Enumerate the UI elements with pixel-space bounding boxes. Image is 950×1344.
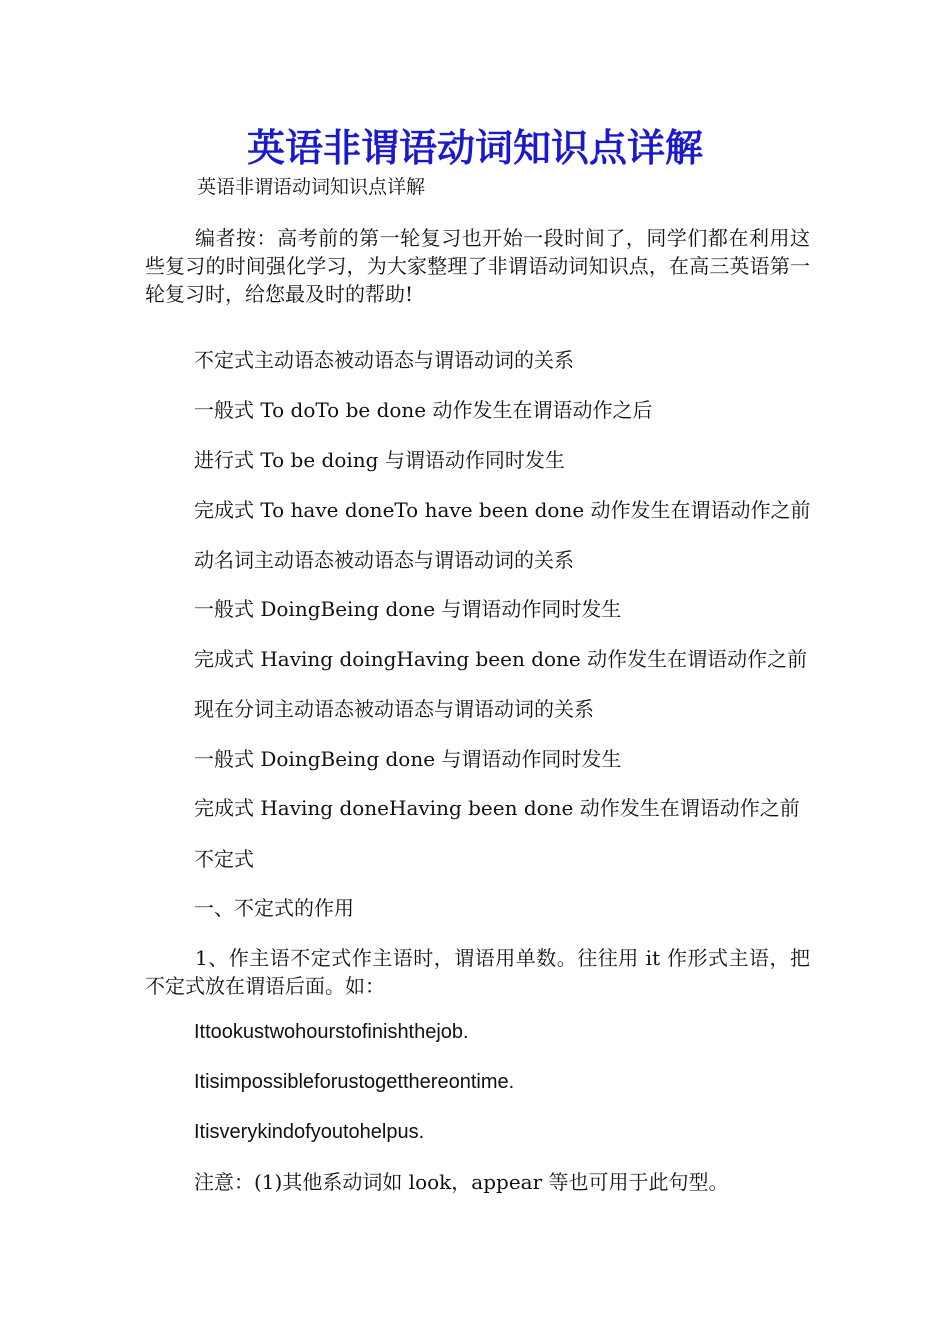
example-sentence: Itisverykindofyoutohelpus. xyxy=(194,1121,425,1143)
rule-paragraph: 1、作主语不定式作主语时，谓语用单数。往往用 it 作形式主语，把不定式放在谓语后面。如： xyxy=(145,946,810,998)
list-item: 完成式 To have doneTo have been done 动作发生在谓语动作之前 xyxy=(194,498,811,522)
example-sentence: Itisimpossibleforustogetthereontime. xyxy=(194,1071,515,1093)
intro-paragraph: 编者按：高考前的第一轮复习也开始一段时间了，同学们都在利用这些复习的时间强化学习，为大家整理了非谓语动词知识点，在高三英语第一轮复习时，给您最及时的帮助! xyxy=(145,226,810,306)
list-item: 进行式 To be doing 与谓语动作同时发生 xyxy=(194,448,565,472)
list-item: 一般式 DoingBeing done 与谓语动作同时发生 xyxy=(194,747,622,771)
list-item: 一般式 DoingBeing done 与谓语动作同时发生 xyxy=(194,597,622,621)
section-heading: 一、不定式的作用 xyxy=(194,896,354,920)
document-title: 英语非谓语动词知识点详解 xyxy=(246,125,703,170)
example-sentence: Ittookustwohourstofinishthejob. xyxy=(194,1021,469,1043)
note-paragraph: 注意：(1)其他系动词如 look，appear 等也可用于此句型。 xyxy=(194,1170,729,1194)
section-heading: 不定式 xyxy=(194,847,254,871)
list-item: 动名词主动语态被动语态与谓语动词的关系 xyxy=(194,548,574,572)
list-item: 完成式 Having doneHaving been done 动作发生在谓语动作之前 xyxy=(194,796,800,820)
list-item: 不定式主动语态被动语态与谓语动词的关系 xyxy=(194,348,574,372)
document-subtitle: 英语非谓语动词知识点详解 xyxy=(197,176,426,198)
list-item: 完成式 Having doingHaving been done 动作发生在谓语动作之前 xyxy=(194,647,808,671)
list-item: 现在分词主动语态被动语态与谓语动词的关系 xyxy=(194,697,594,721)
list-item: 一般式 To doTo be done 动作发生在谓语动作之后 xyxy=(194,398,653,422)
